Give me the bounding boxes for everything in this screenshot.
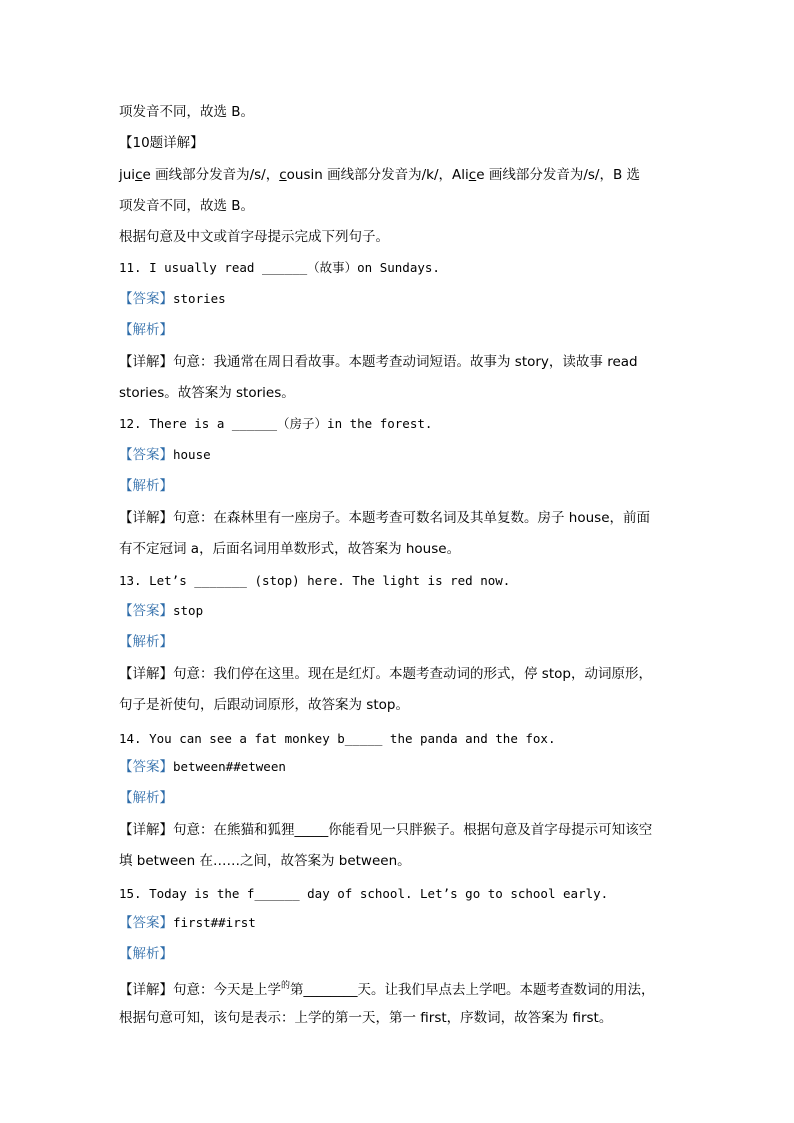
answer-row [119,758,286,776]
detail-label: 【详解】 [119,510,173,526]
answer-label: 【答案】 [119,447,173,463]
answer-label: 【答案】 [119,915,173,931]
word-part: e 画线部分发音为/s/， [142,167,280,183]
detail-line [119,981,655,1001]
instruction: 根据句意及中文或首字母提示完成下列句子。 [119,229,389,245]
detail-text: 句意：在森林里有一座房子。本题考查可数名词及其单复数。房子 house，前面 [173,510,651,526]
answer-value: house [173,447,211,462]
word-part: e 画线部分发音为/s/，B 选 [476,167,640,183]
answer-value: between##etween [173,759,286,774]
text-line: 项发音不同，故选 B。 [119,198,255,214]
detail-text: 句意：我们停在这里。现在是红灯。本题考查动词的形式，停 stop，动词原形， [173,666,652,682]
answer-value: stories [173,291,226,306]
detail-line: 填 between 在……之间，故答案为 between。 [119,853,411,869]
detail-text: 句意：我通常在周日看故事。本题考查动词短语。故事为 story，读故事 read [173,354,638,370]
analysis-label: 【解析】 [119,946,173,962]
question-11: 11. I usually read ______（故事）on Sundays. [119,260,440,275]
question-15: 15. Today is the f______ day of school. Let’s go to school early. [119,886,609,901]
detail-line [119,353,638,371]
detail-line [119,665,652,683]
text-line: 项发音不同，故选 B。 [119,104,255,120]
analysis-label: 【解析】 [119,634,173,650]
answer-row [119,446,211,464]
answer-row [119,602,203,620]
analysis-label: 【解析】 [119,322,173,338]
detail-line [119,509,650,527]
underlined-letter: c [135,167,143,183]
analysis-label: 【解析】 [119,478,173,494]
word-part: ousin 画线部分发音为/k/，Ali [286,167,469,183]
analysis-label: 【解析】 [119,790,173,806]
answer-row [119,914,256,932]
detail-label: 【详解】 [119,822,173,838]
question-14: 14. You can see a fat monkey b_____ the panda and the fox. [119,731,556,746]
detail-label: 【详解】 [119,666,173,682]
answer-label: 【答案】 [119,291,173,307]
detail-text: 句意：今天是上学 [173,982,281,998]
question-13: 13. Let’s _______ (stop) here. The light is red now. [119,573,511,588]
detail-line: 句子是祈使句，后跟动词原形，故答案为 stop。 [119,697,409,713]
detail-text: 第________天。让我们早点去上学吧。本题考查数词的用法， [290,982,655,998]
detail-superscript: 的 [281,981,291,991]
detail-line [119,821,652,839]
answer-row [119,290,226,308]
detail-text: 句意：在熊猫和狐狸_____你能看见一只胖猴子。根据句意及首字母提示可知该空 [173,822,653,838]
answer-value: first##irst [173,915,256,930]
detail-line: 根据句意可知，该句是表示：上学的第一天，第一 first，序数词，故答案为 first。 [119,1010,613,1026]
underlined-letter: c [279,167,287,183]
detail-label: 【详解】 [119,354,173,370]
word-part: jui [119,167,136,183]
detail-line: 有不定冠词 a，后面名词用单数形式，故答案为 house。 [119,541,461,557]
section-heading: 【10题详解】 [119,135,204,151]
answer-label: 【答案】 [119,603,173,619]
answer-label: 【答案】 [119,759,173,775]
detail-label: 【详解】 [119,982,173,998]
text-line [119,166,640,184]
detail-line: stories。故答案为 stories。 [119,385,295,401]
question-12: 12. There is a ______（房子）in the forest. [119,416,433,431]
underlined-letter: c [468,167,477,183]
answer-value: stop [173,603,204,618]
